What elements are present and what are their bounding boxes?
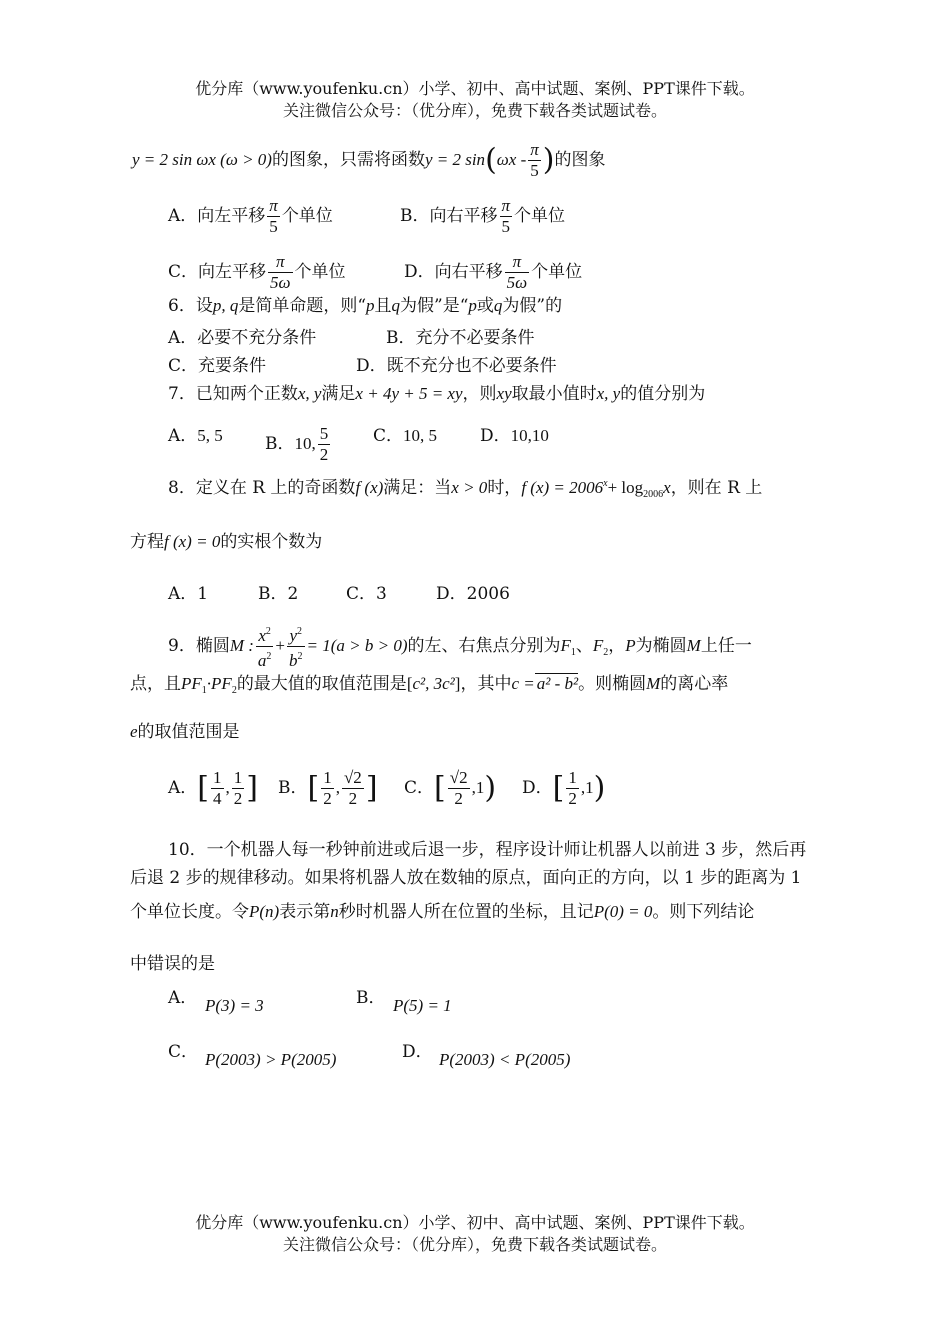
q10-stem-line-4: 中错误的是 [130,954,215,974]
q5-option-b[interactable]: B．向右平移 $\frac{\pi}{5}$ 个单位 [400,196,566,236]
page-header [0,78,950,122]
q7-option-a[interactable]: A．5, 5 [168,426,223,446]
q5-paren-left: ( [485,142,497,178]
q9-option-a[interactable]: A．[ $\frac{1}{4}$ , $\frac{1}{2}$ ] [168,768,258,808]
q10-stem-line-1: 10．一个机器人每一秒钟前进或后退一步，程序设计师让机器人以前进 3 步，然后再 [168,840,807,860]
q5-text-1: 的图象，只需将函数 [271,150,425,170]
q7-option-d[interactable]: D．10,10 [480,426,549,446]
q6-option-a[interactable]: A．必要不充分条件 [168,328,317,348]
q8-option-b[interactable]: B．2 [258,584,299,604]
q9-stem-line-3: e的取值范围是 [130,722,240,742]
q10-option-b-math: P(5) = 1 [393,996,452,1015]
q5-fraction: $\frac{\pi}{5}$ [530,140,539,180]
header-line-1: 优分库（www.youfenku.cn）小学、初中、高中试题、案例、PPT课件下载。 [195,79,755,98]
q7-option-b[interactable]: B．10, $\frac{5}{2}$ [265,424,329,464]
q10-stem-line-2: 后退 2 步的规律移动。如果将机器人放在数轴的原点，面向正的方向，以 1 步的距离为 1 [130,868,802,888]
q8-option-d[interactable]: D．2006 [436,584,510,604]
q9-option-b[interactable]: B．[ $\frac{1}{2}$ , $\frac{√2}{2}$ ] [278,768,378,808]
q5-lead-math: y = 2 sin ωx (ω > 0) [132,150,272,169]
q8-stem-line-2: 方程f (x) = 0的实根个数为 [130,532,323,552]
q7-option-c[interactable]: C．10, 5 [373,426,438,446]
q5-text-2: 的图象 [554,150,606,170]
q8-option-c[interactable]: C．3 [346,584,387,604]
q10-option-d-math: P(2003) < P(2005) [439,1050,571,1069]
q5-func: y = 2 sin [424,150,486,169]
q7-stem: 7．已知两个正数x, y满足x + 4y + 5 = xy，则xy取最小值时x, y的值分别为 [168,384,706,404]
header-line-2: 关注微信公众号：（优分库），免费下载各类试题试卷。 [282,101,667,120]
q9-option-d[interactable]: D．[ $\frac{1}{2}$ ,1) [522,768,606,808]
q10-option-a[interactable]: A． [168,988,198,1008]
q10-option-a-math: P(3) = 3 [205,996,264,1015]
q6-option-c[interactable]: C．充要条件 [168,356,267,376]
q8-stem-line-1: 8．定义在 R 上的奇函数f (x)满足：当x > 0时，f $(x) = 2006^x+ \log_{2006}x$，则在 R 上 [168,478,763,500]
q8-option-a[interactable]: A．1 [168,584,209,604]
q5-option-c[interactable]: C．向左平移 $\frac{\pi}{5\omega}$ 个单位 [168,252,346,292]
q6-option-d[interactable]: D．既不充分也不必要条件 [356,356,557,376]
q9-option-c[interactable]: C．[ $\frac{√2}{2}$ ,1) [404,768,497,808]
q10-stem-line-3: 个单位长度。令P(n)表示第n秒时机器人所在位置的坐标，且记P(0) = 0。则下列结论 [130,902,755,922]
q5-inner: ωx - [496,150,527,169]
q5-stem [132,140,606,181]
footer-line-2: 关注微信公众号：（优分库），免费下载各类试题试卷。 [282,1235,667,1254]
q9-stem-line-2: 点，且$PF_1\cdot PF_2$的最大值的取值范围是[c², 3c²]，其中c = a² - b²。则椭圆M的离心率 [130,674,729,696]
q9-stem-line-1: 9．椭圆M : $\frac{x^2}{a^2}$ + $\frac{y^2}{b^2}$ = 1(a > b > 0)的左、右焦点分别为$F_1$、$F_2$，P为椭圆M上任一 [168,622,752,671]
q6-stem: 6．设p, q是简单命题，则“p且q为假”是“p或q为假”的 [168,296,563,316]
q10-option-c[interactable]: C． [168,1042,199,1062]
q10-option-d[interactable]: D． [402,1042,433,1062]
q5-option-a[interactable]: A．向左平移 $\frac{\pi}{5}$ 个单位 [168,196,333,236]
q10-option-b[interactable]: B． [356,988,386,1008]
footer-line-1: 优分库（www.youfenku.cn）小学、初中、高中试题、案例、PPT课件下载。 [195,1213,755,1232]
q6-option-b[interactable]: B．充分不必要条件 [386,328,535,348]
q10-option-c-math: P(2003) > P(2005) [205,1050,337,1069]
q5-option-d[interactable]: D．向右平移 $\frac{\pi}{5\omega}$ 个单位 [404,252,583,292]
q5-paren-right: ) [542,142,555,178]
page-footer [0,1212,950,1256]
